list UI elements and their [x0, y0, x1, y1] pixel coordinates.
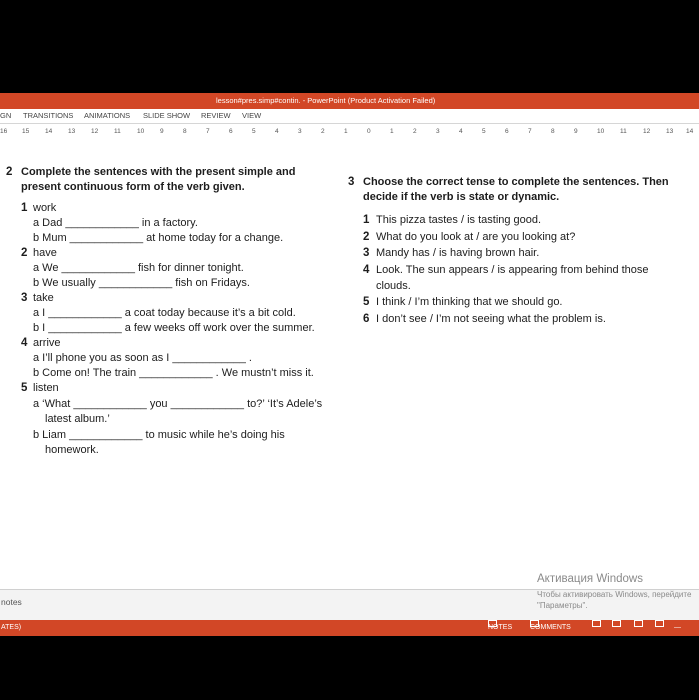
ruler-tick: 5	[252, 128, 256, 135]
item-verb: have	[33, 247, 57, 259]
zoom-out-button[interactable]: —	[674, 624, 681, 631]
sentence: b We usually ____________ fish on Fridays.	[33, 277, 250, 289]
ruler-tick: 0	[367, 128, 371, 135]
item-verb: take	[33, 292, 54, 304]
watermark-line: "Параметры".	[537, 601, 588, 610]
item-verb: arrive	[33, 337, 61, 349]
ruler-tick: 2	[413, 128, 417, 135]
ruler-tick: 1	[390, 128, 394, 135]
ruler-tick: 9	[160, 128, 164, 135]
tab-review[interactable]: REVIEW	[201, 111, 231, 120]
slide-sorter-icon	[612, 620, 621, 627]
powerpoint-window	[0, 93, 699, 636]
exercise-2-heading-cont: present continuous form of the verb given.	[21, 181, 245, 193]
ruler-tick: 7	[528, 128, 532, 135]
tab-transitions[interactable]: TRANSITIONS	[23, 111, 74, 120]
exercise-2-heading: Complete the sentences with the present simple and	[21, 166, 296, 178]
notes-placeholder: notes	[1, 597, 22, 607]
ruler-tick: 14	[45, 128, 53, 135]
sentence: Look. The sun appears / is appearing from behind those	[376, 264, 649, 276]
sentence: a Dad ____________ in a factory.	[33, 217, 198, 229]
ruler-tick: 1	[344, 128, 348, 135]
sentence-cont: homework.	[45, 444, 99, 456]
status-bar	[0, 620, 699, 636]
tab-slide-show[interactable]: SLIDE SHOW	[143, 111, 191, 120]
ruler-tick: 11	[620, 128, 627, 135]
sentence: I don’t see / I’m not seeing what the problem is.	[376, 313, 606, 325]
item-number: 3	[363, 247, 370, 259]
ruler-tick: 11	[114, 128, 121, 135]
ruler-tick: 13	[666, 128, 674, 135]
ruler-tick: 2	[321, 128, 325, 135]
reading-view-icon	[634, 620, 643, 627]
sentence: b I ____________ a few weeks off work over the summer.	[33, 322, 315, 334]
activation-watermark-title: Активация Windows	[537, 573, 643, 585]
ruler-tick: 15	[22, 128, 30, 135]
sentence: a I’ll phone you as soon as I ____________ .	[33, 352, 252, 364]
ribbon-tabs	[0, 109, 699, 123]
ruler-tick: 12	[91, 128, 99, 135]
ruler-tick: 8	[183, 128, 187, 135]
ruler-tick: 16	[0, 128, 8, 135]
item-number: 4	[21, 337, 28, 349]
ruler-tick: 7	[206, 128, 210, 135]
ruler-tick: 6	[505, 128, 509, 135]
sentence-cont: latest album.’	[45, 413, 110, 425]
ruler-tick: 4	[459, 128, 463, 135]
ruler-tick: 4	[275, 128, 279, 135]
exercise-2-number: 2	[6, 166, 13, 178]
item-number: 1	[21, 202, 28, 214]
item-number: 1	[363, 214, 370, 226]
sentence: b Mum ____________ at home today for a change.	[33, 232, 284, 244]
sentence: I think / I’m thinking that we should go.	[376, 296, 563, 308]
item-number: 5	[21, 382, 28, 394]
ruler-tick: 10	[597, 128, 605, 135]
sentence: b Liam ____________ to music while he’s doing his	[33, 429, 285, 441]
ruler-tick: 6	[229, 128, 233, 135]
notes-toggle-label: NOTES	[488, 624, 513, 631]
ruler-tick: 5	[482, 128, 486, 135]
sentence: b Come on! The train ____________ . We mustn’t miss it.	[33, 367, 314, 379]
sentence: What do you look at / are you looking at?	[376, 231, 576, 243]
title-bar	[0, 93, 699, 109]
ruler-tick: 13	[68, 128, 76, 135]
item-number: 5	[363, 296, 370, 308]
item-number: 2	[363, 231, 370, 243]
exercise-3-heading-cont: decide if the verb is state or dynamic.	[363, 191, 560, 203]
ribbon-divider	[0, 123, 699, 124]
ruler-tick: 9	[574, 128, 578, 135]
status-language: ATES)	[1, 624, 22, 631]
item-number: 6	[363, 313, 370, 325]
horizontal-ruler	[0, 126, 699, 138]
sentence: a ‘What ____________ you ____________ to?’ ‘It’s Adele’s	[33, 398, 323, 410]
tab-view[interactable]: VIEW	[242, 111, 262, 120]
ruler-tick: 14	[686, 128, 694, 135]
tab-design[interactable]: GN	[0, 111, 12, 120]
ruler-tick: 3	[298, 128, 302, 135]
normal-view-icon	[592, 620, 601, 627]
slide-canvas[interactable]	[0, 153, 699, 585]
item-number: 4	[363, 264, 370, 276]
sentence-cont: clouds.	[376, 280, 411, 292]
ruler-tick: 12	[643, 128, 651, 135]
ruler-tick: 8	[551, 128, 555, 135]
window-title: lesson#pres.simp#contin. - PowerPoint (Product Activation Failed)	[216, 96, 436, 105]
activation-watermark-text	[537, 589, 691, 611]
ruler-tick: 10	[137, 128, 145, 135]
watermark-line: Чтобы активировать Windows, перейдите	[537, 590, 692, 599]
slideshow-icon	[655, 620, 664, 627]
ruler-tick: 3	[436, 128, 440, 135]
item-verb: listen	[33, 382, 59, 394]
sentence: This pizza tastes / is tasting good.	[376, 214, 542, 226]
tab-animations[interactable]: ANIMATIONS	[84, 111, 131, 120]
item-verb: work	[33, 202, 57, 214]
item-number: 2	[21, 247, 28, 259]
item-number: 3	[21, 292, 28, 304]
sentence: Mandy has / is having brown hair.	[376, 247, 540, 259]
exercise-3-heading: Choose the correct tense to complete the sentences. Then	[363, 176, 669, 188]
exercise-3-number: 3	[348, 176, 355, 188]
sentence: a We ____________ fish for dinner tonight.	[33, 262, 244, 274]
sentence: a I ____________ a coat today because it’s a bit cold.	[33, 307, 296, 319]
comments-toggle-label: COMMENTS	[530, 624, 571, 631]
